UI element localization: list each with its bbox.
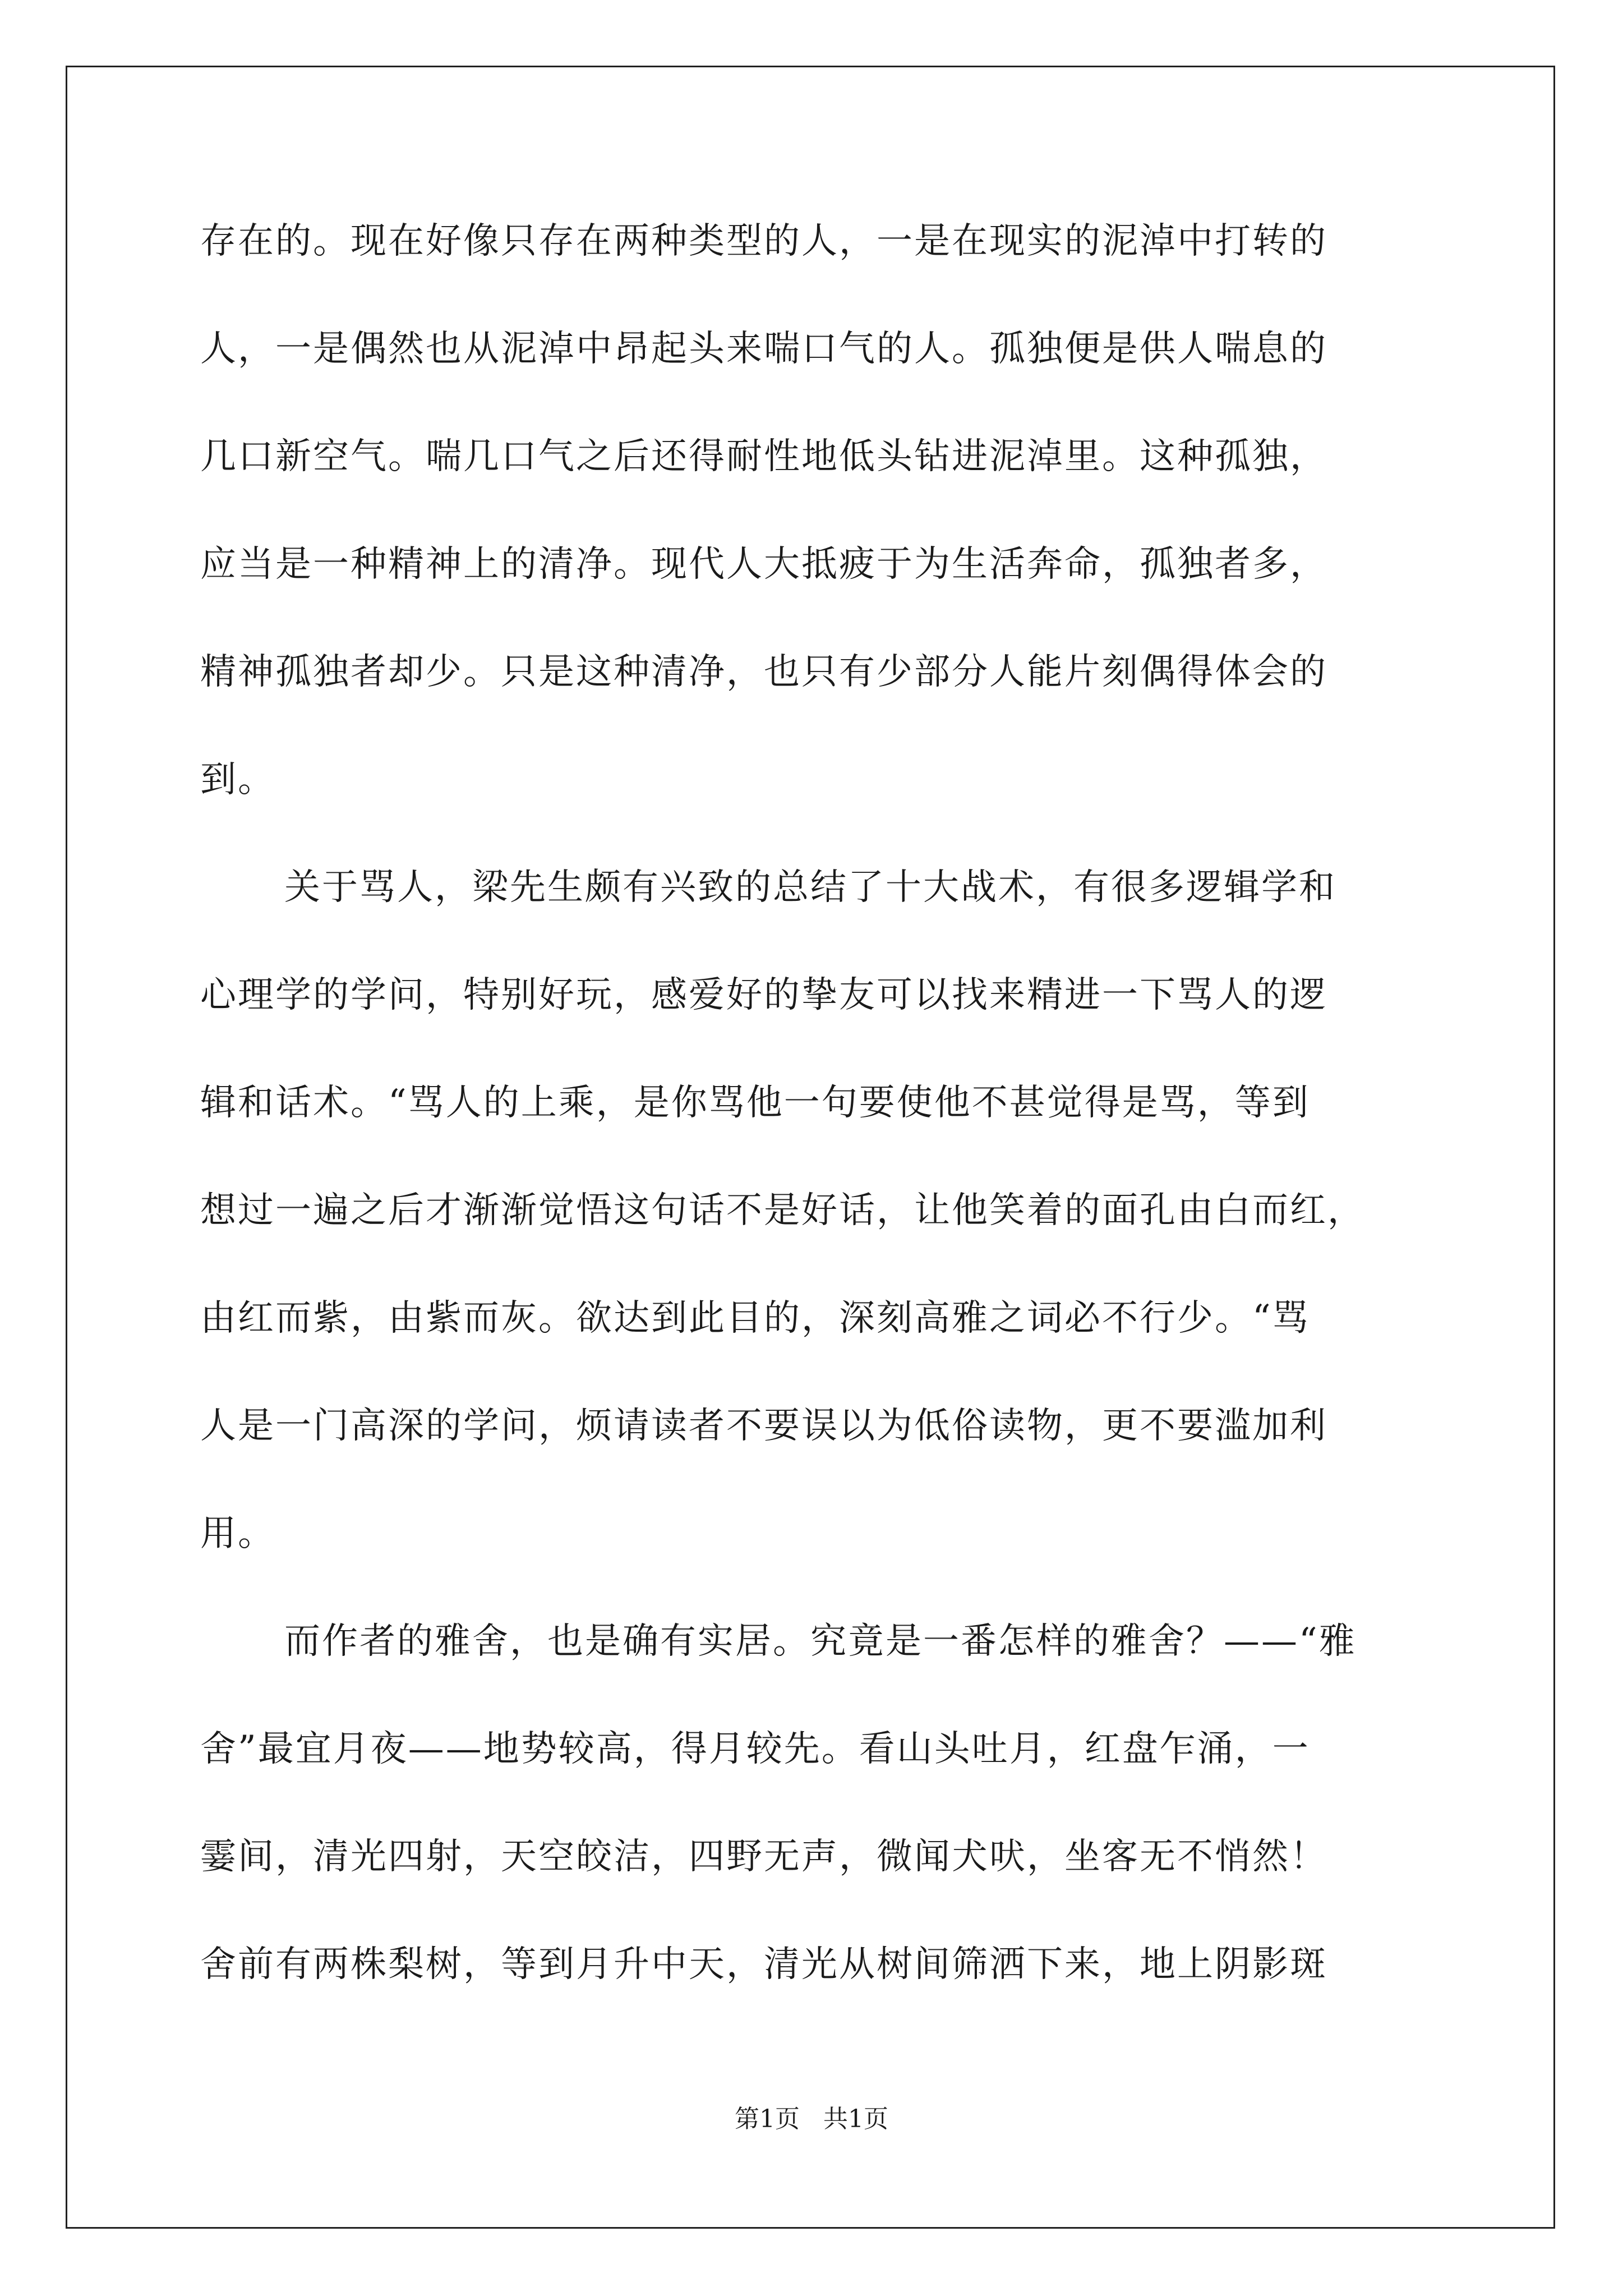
page-footer: 第1页 共1页: [735, 2105, 888, 2133]
text-line: 存在的。现在好像只存在两种类型的人，一是在现实的泥淖中打转的: [200, 220, 1327, 262]
text-line: 霎间，清光四射，天空皎洁，四野无声，微闻犬吠，坐客无不悄然！: [200, 1836, 1327, 1878]
text-line: 辑和话术。“骂人的上乘，是你骂他一句要使他不甚觉得是骂，等到: [200, 1082, 1310, 1124]
text-line: 到。: [200, 759, 275, 800]
text-line: 用。: [200, 1513, 275, 1554]
text-line: 心理学的学问，特别好玩，感爱好的挚友可以找来精进一下骂人的逻: [200, 974, 1327, 1016]
paragraph-first-line: 而作者的雅舍，也是确有实居。究竟是一番怎样的雅舍？——“雅: [284, 1621, 1357, 1662]
text-line: 由红而紫，由紫而灰。欲达到此目的，深刻高雅之词必不行少。“骂: [200, 1297, 1310, 1339]
text-line: 舍前有两株梨树，等到月升中天，清光从树间筛洒下来，地上阴影斑: [200, 1944, 1327, 1985]
text-line: 想过一遍之后才渐渐觉悟这句话不是好话，让他笑着的面孔由白而红，: [200, 1190, 1365, 1231]
text-line: 精神孤独者却少。只是这种清净，也只有少部分人能片刻偶得体会的: [200, 651, 1327, 693]
text-line: 人，一是偶然也从泥淖中昂起头来喘口气的人。孤独便是供人喘息的: [200, 328, 1327, 370]
text-line: 人是一门高深的学问，烦请读者不要误以为低俗读物，更不要滥加利: [200, 1405, 1327, 1447]
text-line: 几口新空气。喘几口气之后还得耐性地低头钻进泥淖里。这种孤独，: [200, 436, 1327, 477]
document-body: [200, 214, 1434, 2045]
paragraph-first-line: 关于骂人，梁先生颇有兴致的总结了十大战术，有很多逻辑学和: [284, 867, 1336, 908]
text-line: 舍”最宜月夜——地势较高，得月较先。看山头吐月，红盘乍涌，一: [200, 1728, 1310, 1770]
text-line: 应当是一种精神上的清净。现代人大抵疲于为生活奔命，孤独者多，: [200, 544, 1327, 585]
